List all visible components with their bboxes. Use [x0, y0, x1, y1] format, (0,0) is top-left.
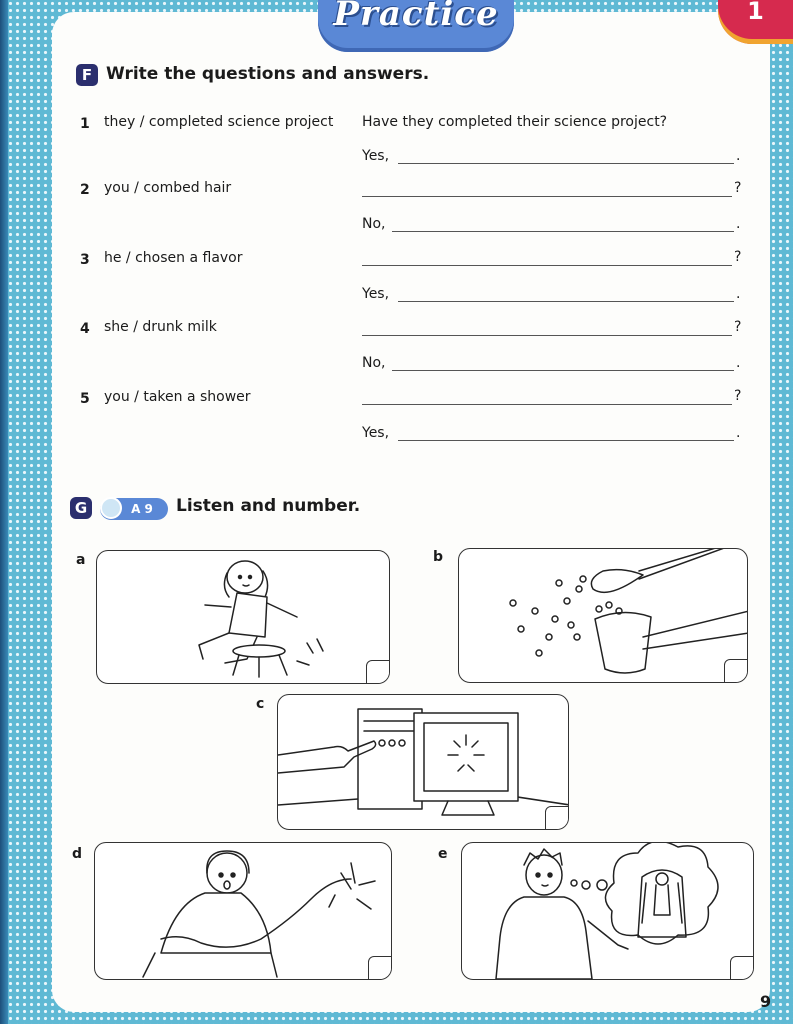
answer-start: Yes, — [362, 148, 390, 164]
answer-line[interactable] — [398, 301, 734, 302]
practice-banner — [318, 0, 514, 52]
answer-line[interactable] — [392, 370, 734, 371]
section-f-letter: F — [76, 64, 98, 86]
question-line[interactable] — [362, 196, 732, 197]
question-mark: ? — [734, 180, 742, 196]
page-spine — [0, 0, 8, 1024]
answer-start: Yes, — [362, 425, 390, 441]
period-mark: . — [736, 148, 741, 164]
item-prompt: they / completed science project — [104, 114, 334, 130]
item-number: 2 — [80, 182, 90, 198]
section-f-title: Write the questions and answers. — [106, 64, 430, 84]
question-mark: ? — [734, 249, 742, 265]
answer-start: No, — [362, 216, 386, 232]
picture-c-frame — [277, 694, 569, 830]
banner-title: Practice — [333, 0, 499, 34]
boy-thinking-about-shower-illustration — [462, 843, 754, 980]
spilling-jar-illustration — [459, 549, 748, 683]
answer-box-e[interactable] — [730, 956, 754, 980]
item-number: 1 — [80, 116, 90, 132]
question-line[interactable] — [362, 335, 732, 336]
question-line[interactable] — [362, 404, 732, 405]
unit-number: 1 — [747, 0, 764, 25]
picture-label: d — [72, 846, 83, 862]
period-mark: . — [736, 216, 741, 232]
picture-a-frame — [96, 550, 390, 684]
item-prompt: she / drunk milk — [104, 319, 217, 335]
period-mark: . — [736, 425, 741, 441]
section-g-title: Listen and number. — [176, 496, 361, 516]
answer-box-d[interactable] — [368, 956, 392, 980]
answer-line[interactable] — [398, 440, 734, 441]
question-mark: ? — [734, 319, 742, 335]
answer-box-c[interactable] — [545, 806, 569, 830]
question-mark: ? — [734, 388, 742, 404]
answer-line[interactable] — [392, 231, 734, 232]
answer-box-b[interactable] — [724, 659, 748, 683]
item-number: 3 — [80, 252, 90, 268]
cd-icon — [100, 497, 122, 519]
picture-e-frame — [461, 842, 754, 980]
page-number: 9 — [760, 992, 772, 1011]
item-prompt: he / chosen a flavor — [104, 250, 243, 266]
computer-power-button-illustration — [278, 695, 569, 830]
period-mark: . — [736, 355, 741, 371]
answer-line[interactable] — [398, 163, 734, 164]
girl-falling-off-stool-illustration — [97, 551, 390, 684]
question-line[interactable] — [362, 265, 732, 266]
picture-label: c — [256, 696, 265, 712]
answer-start: Yes, — [362, 286, 390, 302]
answer-box-a[interactable] — [366, 660, 390, 684]
picture-label: a — [76, 552, 86, 568]
picture-label: e — [438, 846, 448, 862]
picture-label: b — [433, 549, 444, 565]
picture-d-frame — [94, 842, 392, 980]
item-prompt: you / combed hair — [104, 180, 232, 196]
item-number: 4 — [80, 321, 90, 337]
girl-pulling-broken-rope-illustration — [95, 843, 392, 980]
item-prompt: you / taken a shower — [104, 389, 251, 405]
answer-start: No, — [362, 355, 386, 371]
picture-b-frame — [458, 548, 748, 683]
section-g-letter: G — [70, 497, 92, 519]
model-question: Have they completed their science project? — [362, 114, 668, 130]
track-number: A 9 — [131, 502, 153, 516]
item-number: 5 — [80, 391, 90, 407]
period-mark: . — [736, 286, 741, 302]
